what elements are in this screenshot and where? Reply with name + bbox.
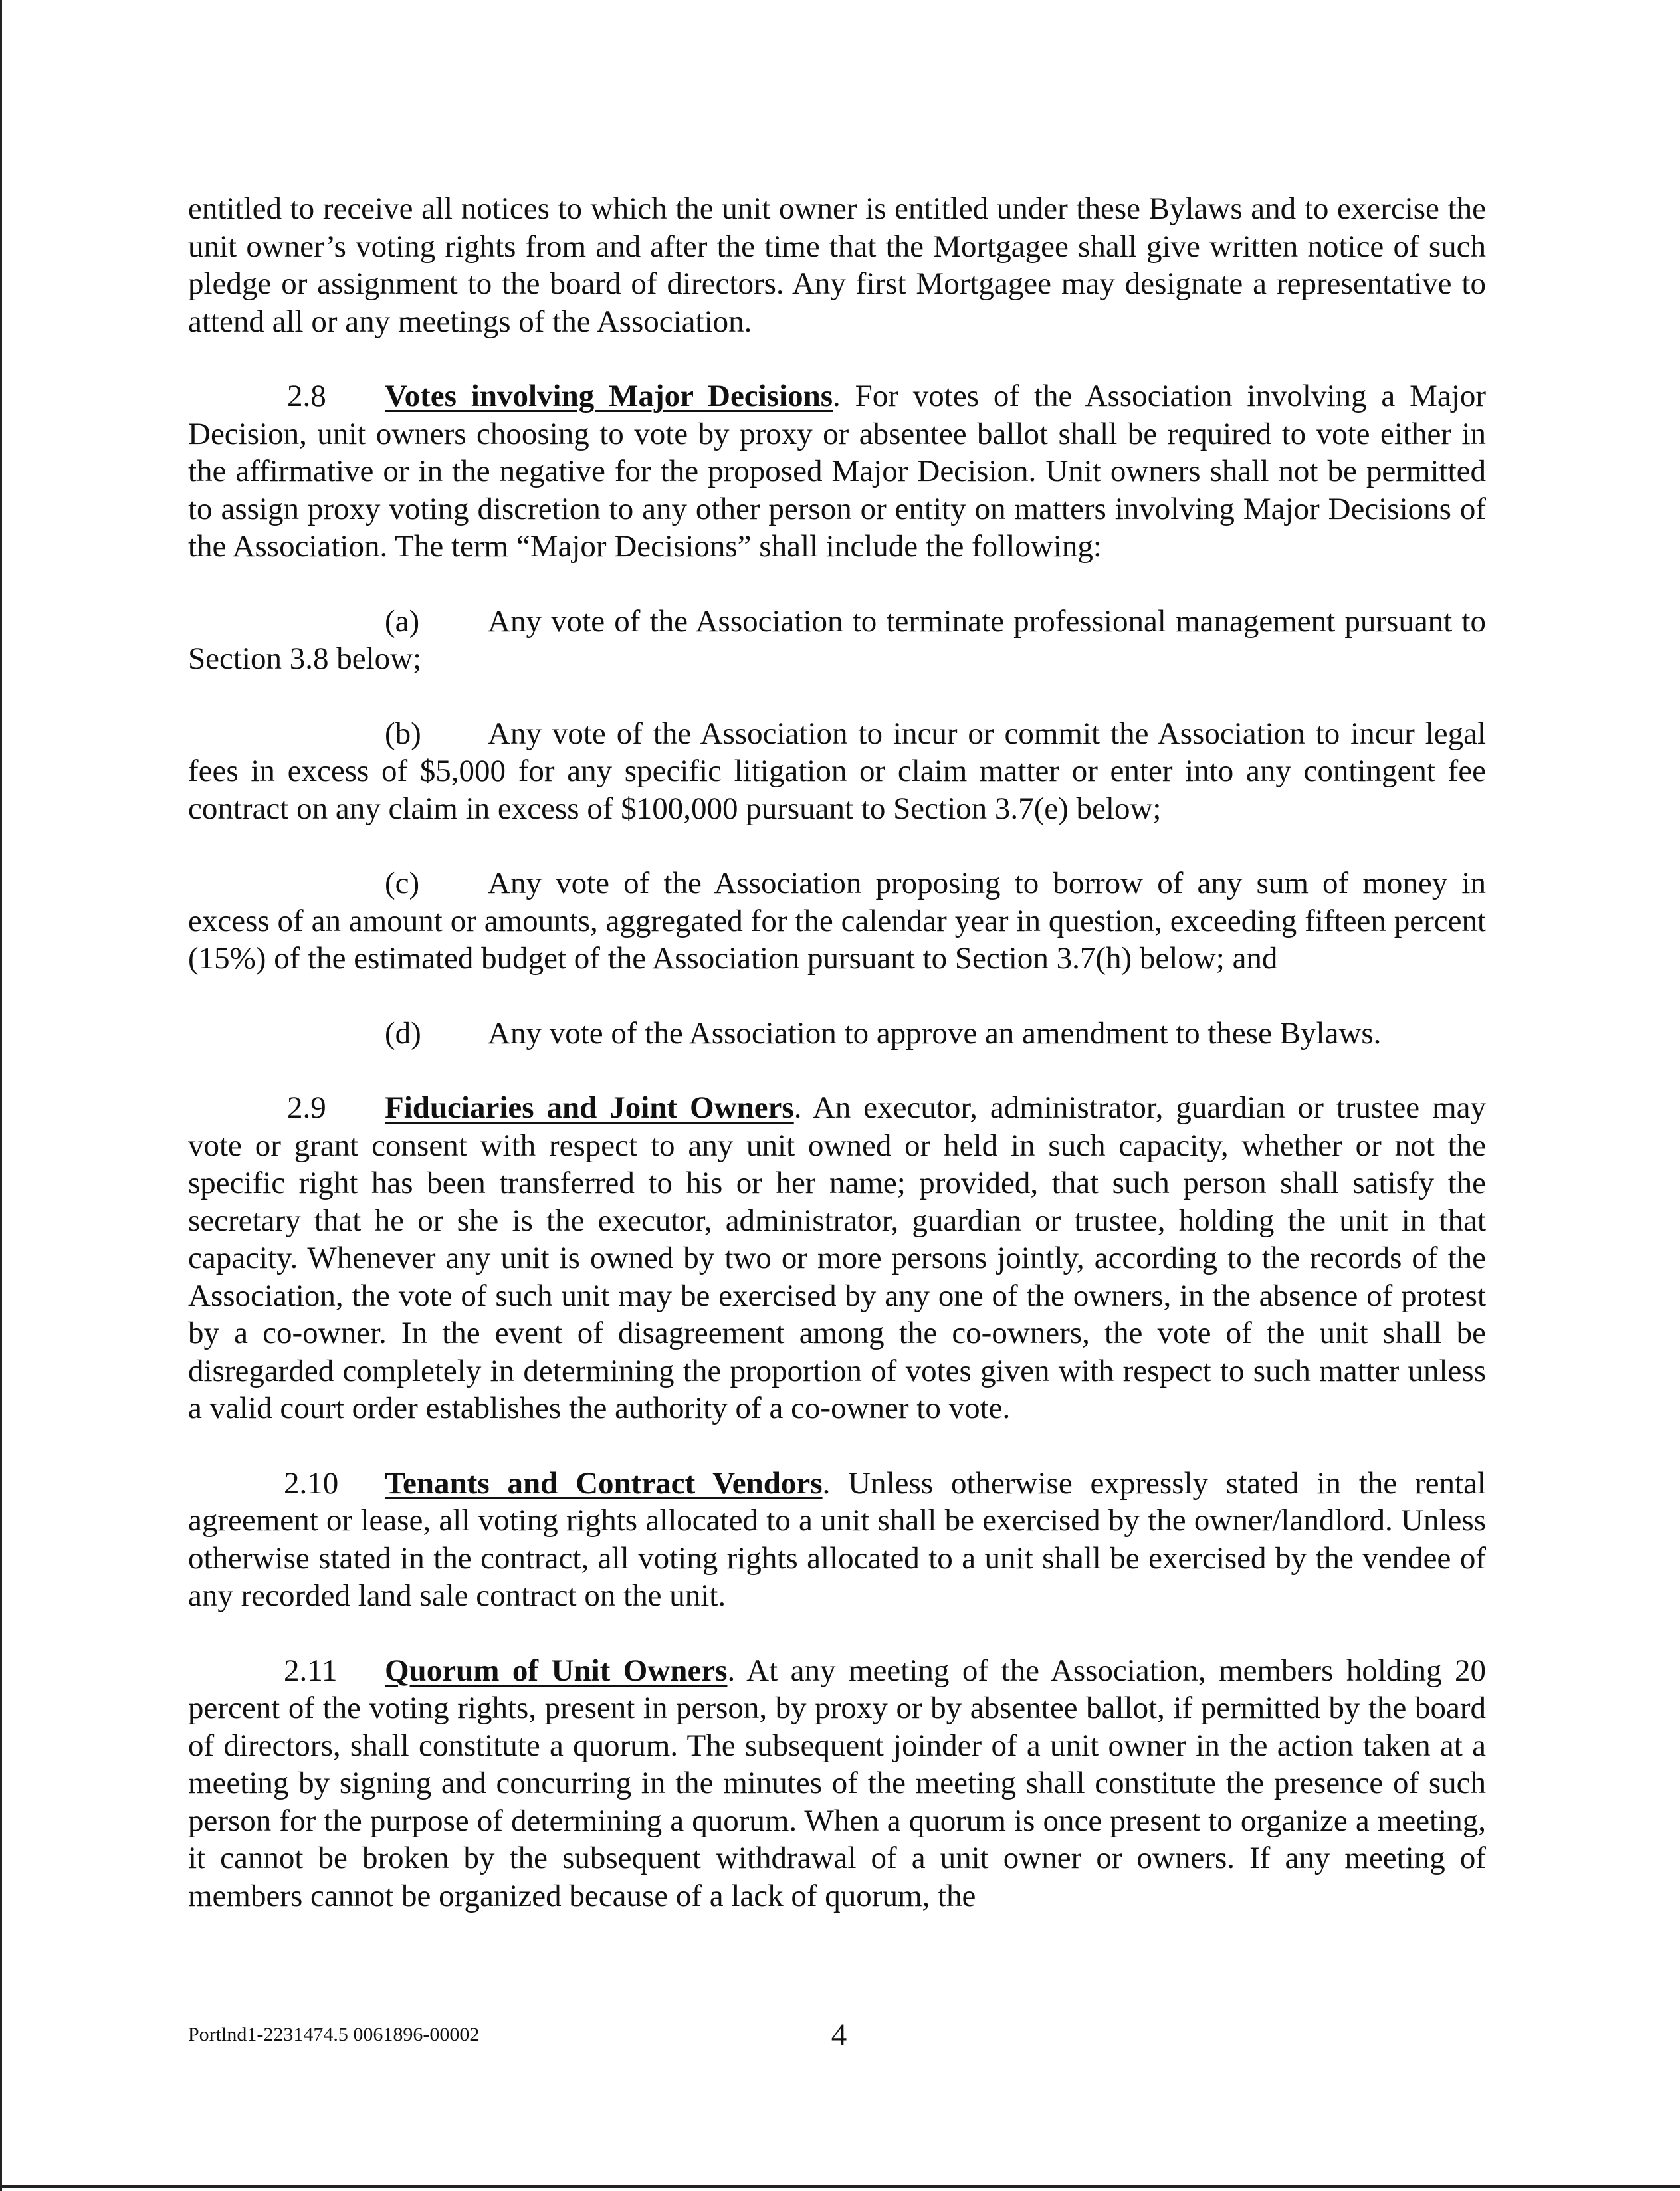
section-2-11-body: . At any meeting of the Association, members holding 20 percent of the voting rights, present in person, by proxy or by absentee ballot, if permitted by the board of directors, shall constitute a quorum. The subsequent joinder of a unit owner in the action taken at a meeting by signing and concurring in the minutes of the meeting shall constitute the presence of such person for the purpose of determining a quorum. When a quorum is once present to organize a meeting, it cannot be broken by the subsequent withdrawal of a unit owner or owners. If any meeting of members cannot be organized because of a lack of quorum, the [188,1653,1486,1913]
item-a-label: (a) [385,603,420,639]
section-2-9 [188,1089,1486,1427]
section-2-9-body: . An executor, administrator, guardian or trustee may vote or grant consent with respect to any unit owned or held in such capacity, whether or not the specific right has been transferred to his or her name; provided, that such person shall satisfy the secretary that he or she is the executor, administrator, guardian or trustee, holding the unit in that capacity. Whenever any unit is owned by two or more persons jointly, according to the records of the Association, the vote of such unit may be exercised by any one of the owners, in the absence of protest by a co-owner. In the event of disagreement among the co-owners, the vote of the unit shall be disregarded completely in determining the proportion of votes given with respect to such matter unless a valid court order establishes the authority of a co-owner to vote. [188,1091,1486,1425]
item-c-label: (c) [385,866,420,900]
section-2-10 [188,1465,1486,1615]
section-2-8-body: . For votes of the Association involving a Major Decision, unit owners choosing to vote by proxy or absentee ballot shall be required to vote either in the affirmative or in the negative for the proposed Major Decision. Unit owners shall not be permitted to assign proxy voting discretion to any other person or entity on matters involving Major Decisions of the Association. The term “Major Decisions” shall include the following: [188,379,1486,564]
section-2-8 [188,377,1486,566]
section-2-8-item-a [188,603,1486,678]
item-b-text: Any vote of the Association to incur or commit the Association to incur legal fees in excess of $5,000 for any specific litigation or claim matter or enter into any contingent fee contract on any claim in excess of $100,000 pursuant to Section 3.7(e) below; [188,716,1486,826]
scan-edge-left [0,0,2,2191]
item-d-text: Any vote of the Association to approve an amendment to these Bylaws. [488,1015,1382,1051]
section-2-8-heading: Votes involving Major Decisions [385,379,833,413]
section-2-8-item-b [188,715,1486,828]
section-2-10-body: . Unless otherwise expressly stated in the rental agreement or lease, all voting rights allocated to a unit shall be exercised by the owner/landlord. Unless otherwise stated in the contract, all voting rights allocated to a unit shall be exercised by the vendee of any recorded land sale contract on the unit. [188,1465,1486,1613]
section-2-9-heading: Fiduciaries and Joint Owners [385,1091,794,1125]
item-a-text: Any vote of the Association to terminate professional management pursuant to Section 3.8 below; [188,603,1486,676]
page-body [188,190,1486,1915]
item-d-label: (d) [385,1015,421,1051]
section-2-11-heading: Quorum of Unit Owners [385,1653,728,1688]
section-2-10-number: 2.10 [284,1465,339,1501]
item-b-label: (b) [385,716,421,751]
section-2-8-number: 2.8 [287,379,326,413]
section-2-10-heading: Tenants and Contract Vendors [385,1465,823,1501]
section-2-9-number: 2.9 [287,1091,326,1125]
intro-paragraph: entitled to receive all notices to which the unit owner is entitled under these Bylaws and to exercise the unit owner’s voting rights from and after the time that the Mortgagee shall give written notice of such pledge or assignment to the board of directors. Any first Mortgagee may designate a representative to attend all or any meetings of the Association. [188,191,1486,339]
item-c-text: Any vote of the Association proposing to borrow of any sum of money in excess of an amount or amounts, aggregated for the calendar year in question, exceeding fifteen percent (15%) of the estimated budget of the Association pursuant to Section 3.7(h) below; and [188,866,1486,976]
section-2-8-item-c [188,865,1486,978]
section-2-11 [188,1652,1486,1915]
section-2-11-number: 2.11 [284,1653,338,1688]
footer-document-id: Portlnd1-2231474.5 0061896-00002 [188,2024,480,2045]
section-2-8-item-d [188,1015,1486,1053]
page-number: 4 [831,2018,847,2052]
scan-edge-bottom [0,2185,1680,2188]
